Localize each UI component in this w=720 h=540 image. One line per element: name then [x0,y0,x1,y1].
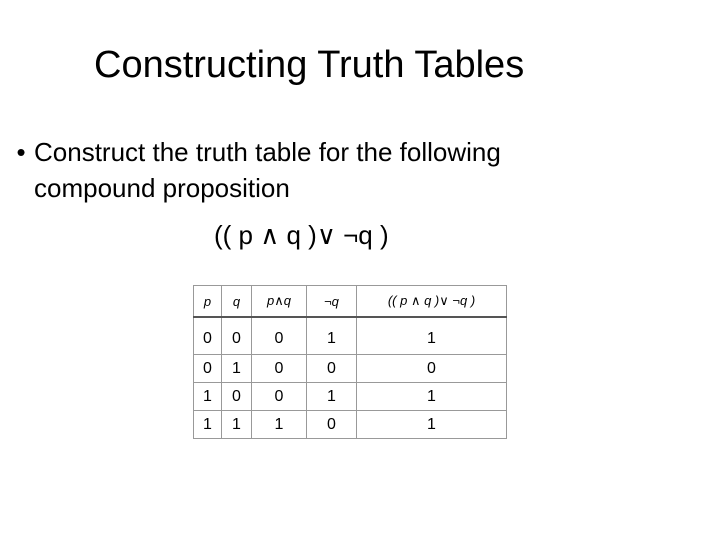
bullet-icon: • [16,137,26,167]
table-cell: 0 [252,317,307,355]
table-cell: 1 [222,411,252,439]
bullet-line-2: compound proposition [34,173,290,203]
table-cell: 0 [194,355,222,383]
table-row [194,355,507,383]
table-cell: 1 [252,411,307,439]
bullet-line-1: Construct the truth table for the following [34,137,501,167]
truth-table [193,285,507,439]
table-cell: 0 [357,355,507,383]
slide-title: Constructing Truth Tables [94,44,525,86]
compound-proposition: (( p ∧ q )∨ ¬q ) [214,220,389,250]
table-cell: 0 [307,411,357,439]
table-cell: 1 [222,355,252,383]
column-header-q: q [222,286,252,318]
column-header-not-q: ¬q [307,286,357,318]
column-header-p-and-q: p∧q [252,286,307,318]
table-cell: 1 [357,317,507,355]
table-row [194,317,507,355]
table-cell: 1 [307,383,357,411]
table-cell: 0 [252,355,307,383]
table-cell: 0 [222,383,252,411]
table-cell: 1 [194,383,222,411]
table-cell: 1 [357,411,507,439]
table-row [194,411,507,439]
table-header-row [194,286,507,318]
bullet-text [34,134,501,206]
table-cell: 1 [357,383,507,411]
table-cell: 0 [222,317,252,355]
column-header-p: p [194,286,222,318]
table-cell: 0 [194,317,222,355]
column-header-result: (( p ∧ q )∨ ¬q ) [357,286,507,318]
table-cell: 1 [307,317,357,355]
table-row [194,383,507,411]
table-cell: 0 [307,355,357,383]
table-cell: 1 [194,411,222,439]
bullet-item [8,134,501,206]
table-cell: 0 [252,383,307,411]
